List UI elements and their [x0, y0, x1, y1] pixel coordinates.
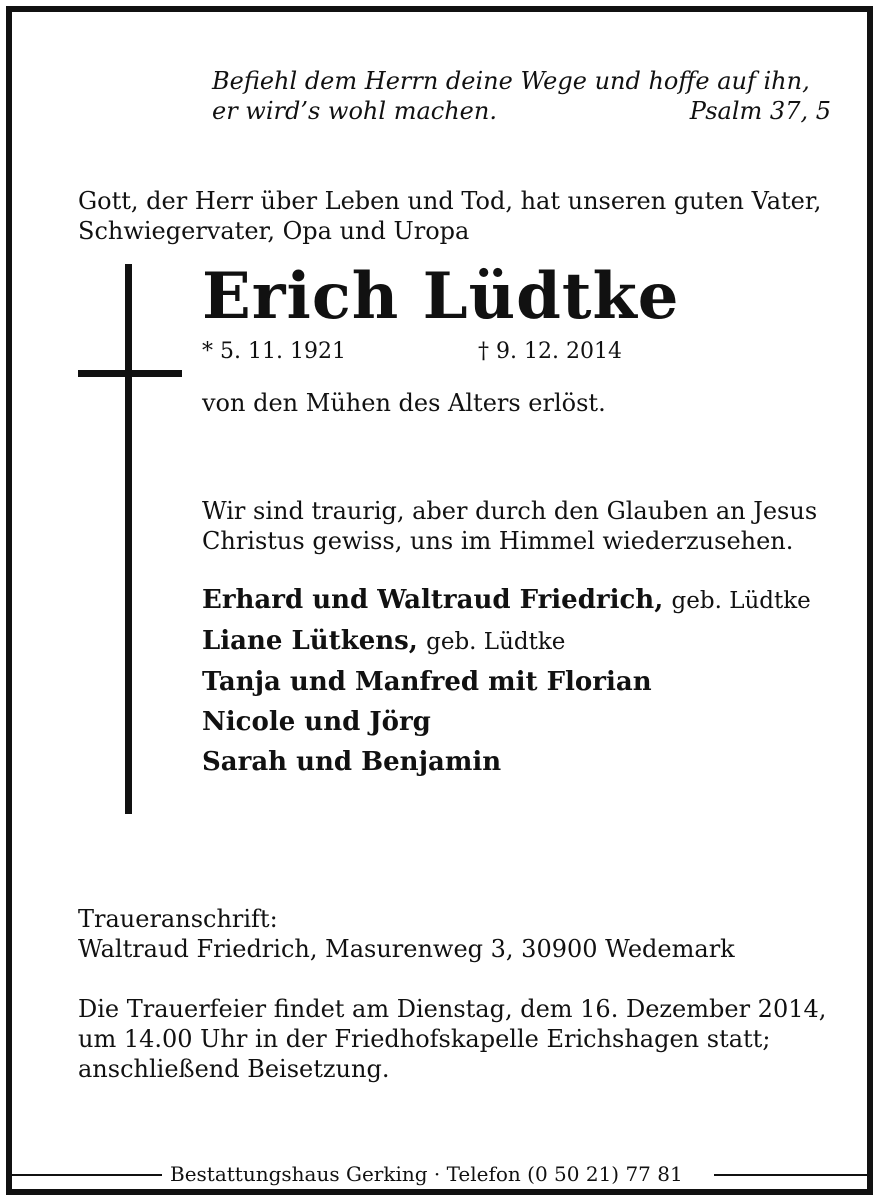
family-member: Tanja und Manfred mit Florian	[202, 667, 652, 697]
verse-reference: Psalm 37, 5	[689, 97, 831, 125]
intro-line-1: Gott, der Herr über Leben und Tod, hat unseren guten Vater,	[78, 187, 822, 215]
deceased-name: Erich Lüdtke	[202, 259, 680, 334]
funeral-home-footer: Bestattungshaus Gerking · Telefon (0 50 21) 77 81	[170, 1162, 683, 1186]
service-line-1: Die Trauerfeier findet am Dienstag, dem 16. Dezember 2014,	[78, 995, 827, 1023]
family-member: Erhard und Waltraud Friedrich, geb. Lüdtke	[202, 585, 811, 615]
cross-icon-bar	[78, 370, 182, 377]
verse-line-1: Befiehl dem Herrn deine Wege und hoffe auf ihn,	[212, 67, 810, 95]
cross-icon	[125, 264, 132, 814]
footer-rule-left	[12, 1174, 162, 1176]
relief-line: von den Mühen des Alters erlöst.	[202, 389, 606, 417]
family-list	[202, 580, 811, 782]
verse-line-2: er wird’s wohl machen.	[212, 97, 497, 125]
service-line-2: um 14.00 Uhr in der Friedhofskapelle Erichshagen statt;	[78, 1025, 771, 1053]
faith-line-2: Christus gewiss, uns im Himmel wiederzusehen.	[202, 527, 794, 555]
intro-line-2: Schwiegervater, Opa und Uropa	[78, 217, 470, 245]
faith-line-1: Wir sind traurig, aber durch den Glauben an Jesus	[202, 497, 818, 525]
birth-date: * 5. 11. 1921	[202, 339, 346, 364]
family-member: Sarah und Benjamin	[202, 747, 502, 777]
family-member: Liane Lütkens, geb. Lüdtke	[202, 626, 566, 656]
address-label: Traueranschrift:	[78, 905, 278, 933]
footer-rule-right	[714, 1174, 867, 1176]
service-line-3: anschließend Beisetzung.	[78, 1055, 390, 1083]
family-member: Nicole und Jörg	[202, 707, 431, 737]
death-date: † 9. 12. 2014	[478, 339, 622, 364]
address-value: Waltraud Friedrich, Masurenweg 3, 30900 Wedemark	[78, 935, 735, 963]
